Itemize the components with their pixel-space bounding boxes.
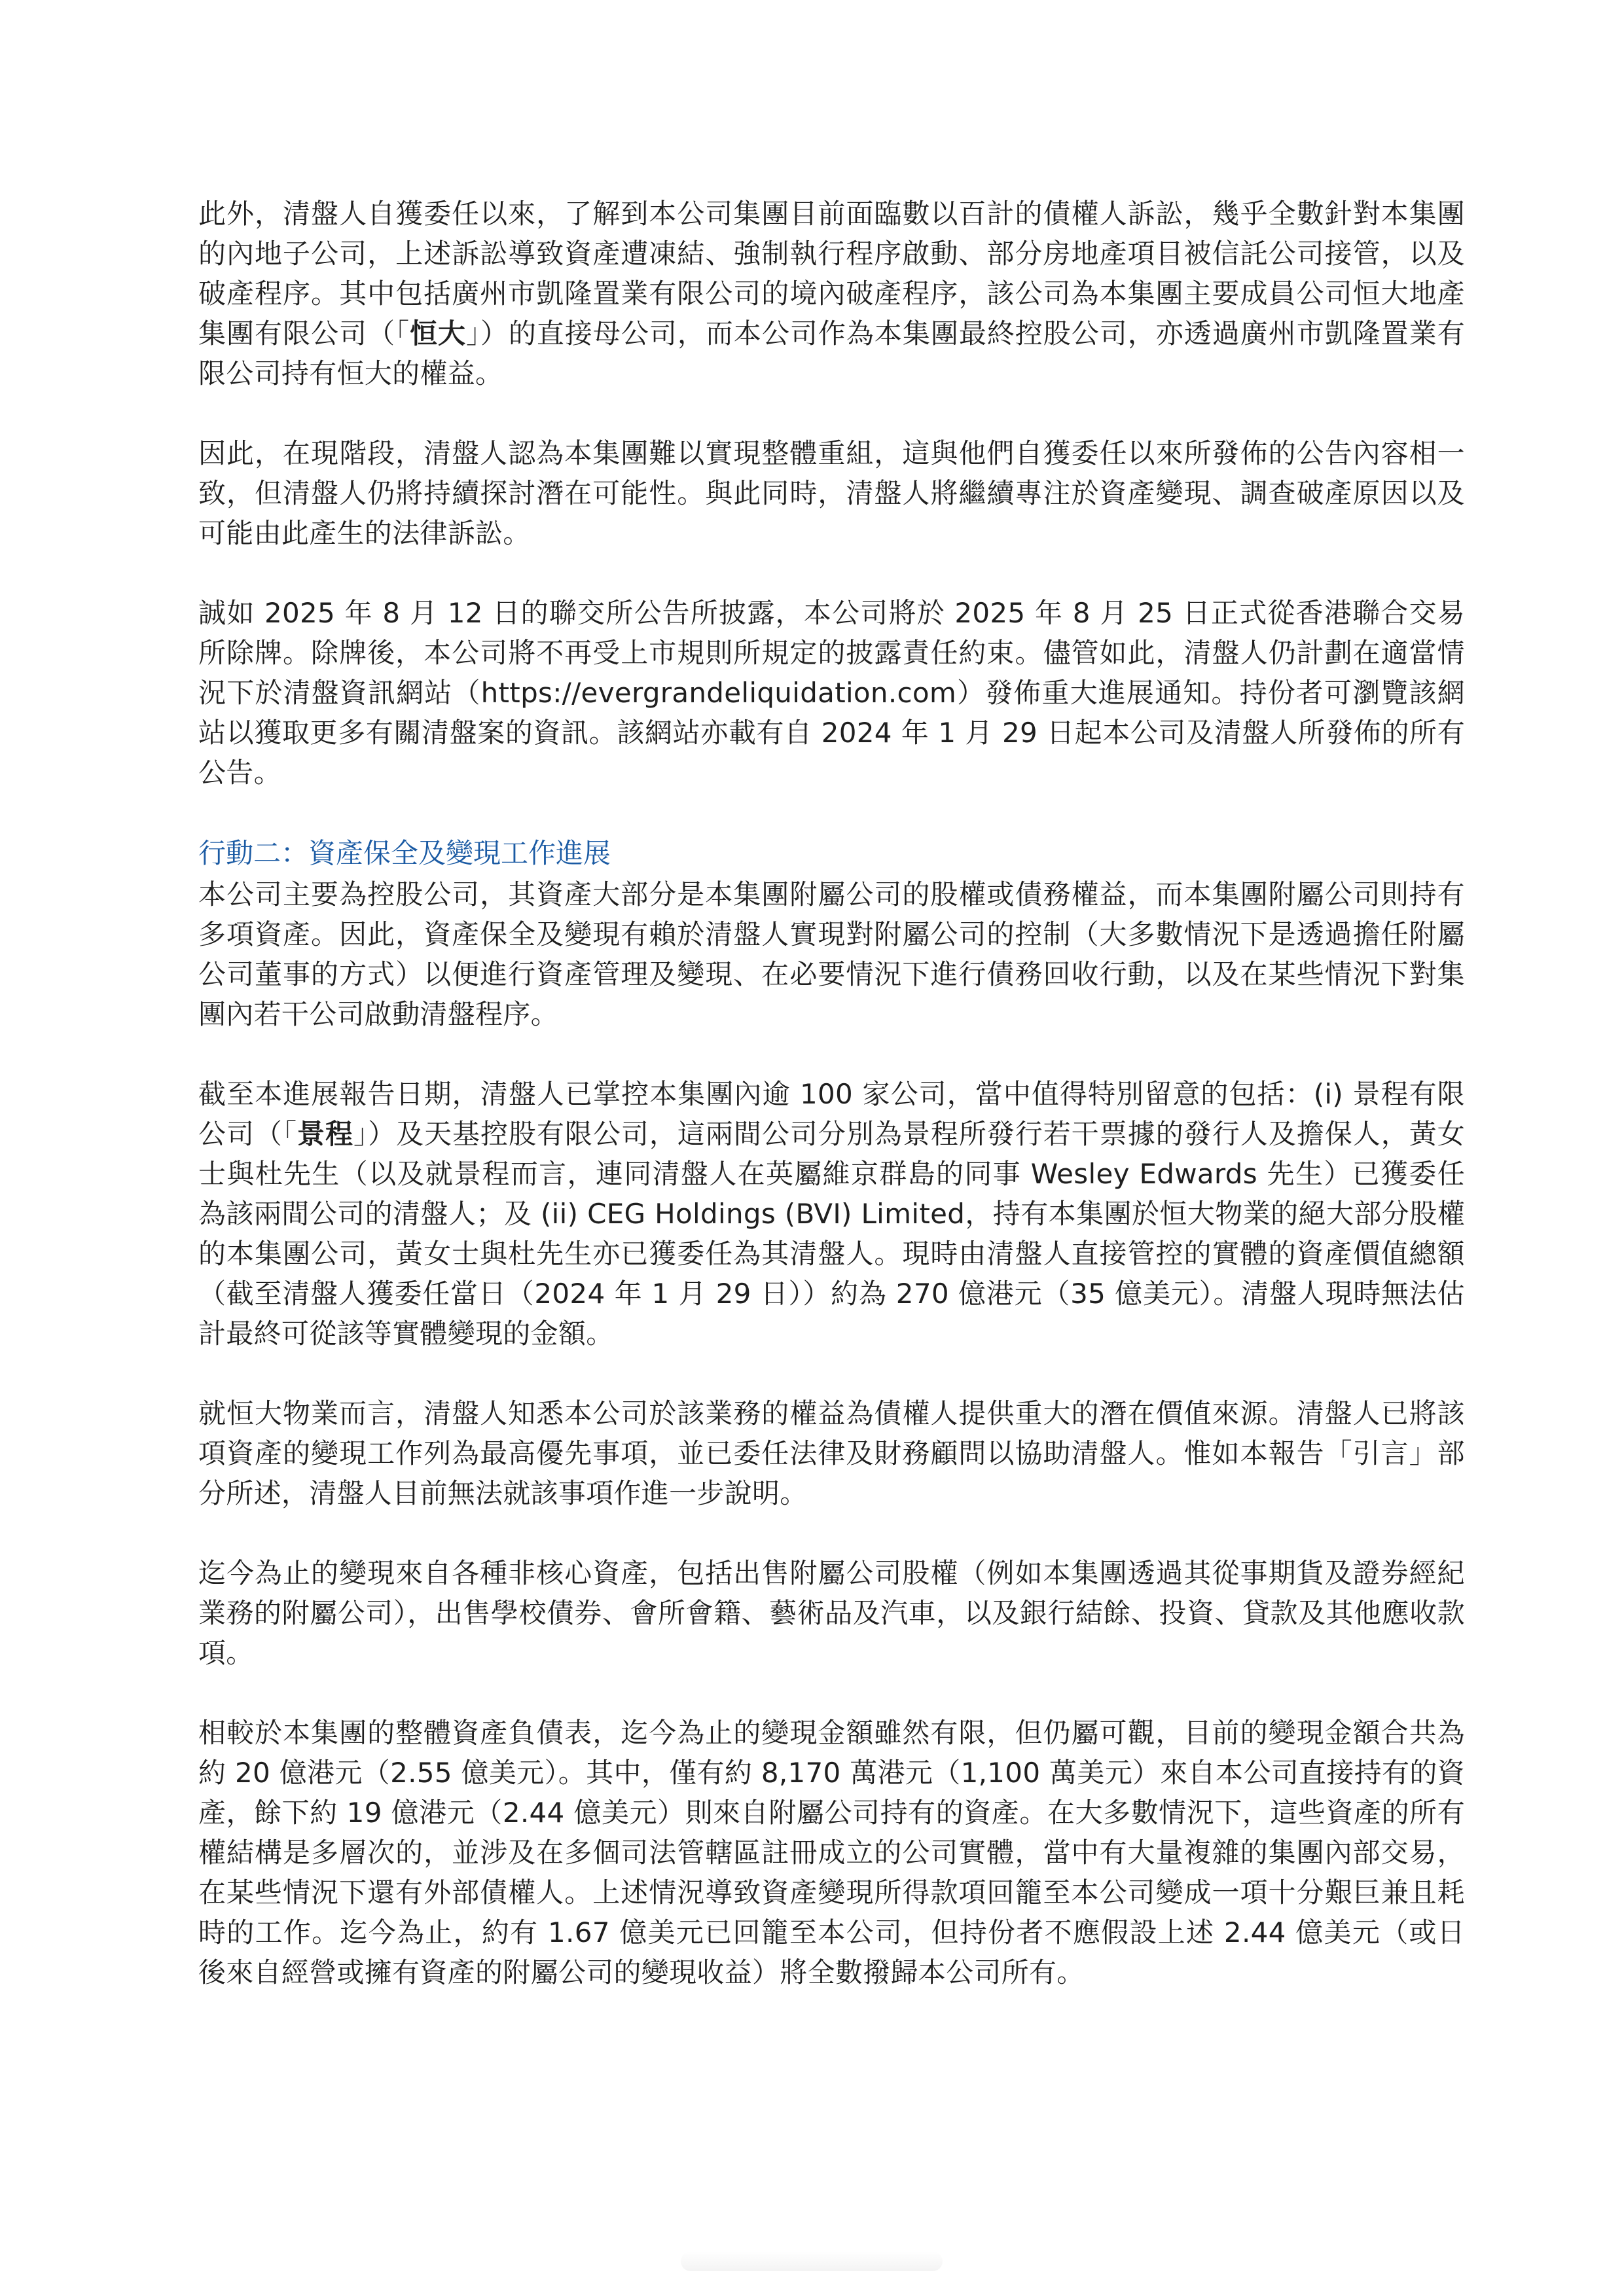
paragraph-companies-under-control xyxy=(198,1074,1465,1354)
paragraph-creditor-litigation xyxy=(198,194,1465,393)
paragraph-realisation-amounts: 相較於本集團的整體資產負債表，迄今為止的變現金額雖然有限，但仍屬可觀，目前的變現金額合共為約 20 億港元（2.55 億美元）。其中，僅有約 8,170 萬港元（1,100 萬美元）來自本公司直接持有的資產，餘下約 19 億港元（2.44 億美元）則來自附屬公司持有的資產。在大多數情況下，這些資產的所有權結構是多層次的，並涉及在多個司法管轄區註冊成立的公司實體，當中有大量複雜的集團內部交易，在某些情況下還有外部債權人。上述情況導致資產變現所得款項回籠至本公司變成一項十分艱巨兼且耗時的工作。迄今為止，約有 1.67 億美元已回籠至本公司，但持份者不應假設上述 2.44 億美元（或日後來自經營或擁有資產的附屬公司的變現收益）將全數撥歸本公司所有。 xyxy=(198,1717,1465,1988)
paragraph-text: 」）及天基控股有限公司，這兩間公司分別為景程所發行若干票據的發行人及擔保人，黃女士與杜先生（以及就景程而言，連同清盤人在英屬維京群島的同事 Wesley Edwards 先生）已獲委任為該兩間公司的清盤人；及 (ii) CEG Holdings (BVI) Limited，持有本集團於恒大物業的絕大部分股權的本集團公司，黃女士與杜先生亦已獲委任為其清盤人。現時由清盤人直接管控的實體的資產價值總額（截至清盤人獲委任當日（2024 年 1 月 29 日））約為 270 億港元（35 億美元）。清盤人現時無法估計最終可從該等實體變現的金額。 xyxy=(198,1118,1466,1350)
paragraph-holding-company-assets: 本公司主要為控股公司，其資產大部分是本集團附屬公司的股權或債務權益，而本集團附屬公司則持有多項資產。因此，資產保全及變現有賴於清盤人實現對附屬公司的控制（大多數情況下是透過擔任附屬公司董事的方式）以便進行資產管理及變現、在必要情況下進行債務回收行動，以及在某些情況下對集團內若干公司啟動清盤程序。 xyxy=(198,878,1465,1030)
document-body xyxy=(198,194,1465,1992)
paragraph-non-core-realisations: 迄今為止的變現來自各種非核心資產，包括出售附屬公司股權（例如本集團透過其從事期貨及證券經紀業務的附屬公司），出售學校債券、會所會籍、藝術品及汽車，以及銀行結餘、投資、貸款及其他應收款項。 xyxy=(198,1557,1465,1669)
page-bottom-shadow xyxy=(681,2251,943,2271)
paragraph-restructuring-outlook: 因此，在現階段，清盤人認為本集團難以實現整體重組，這與他們自獲委任以來所發佈的公告內容相一致，但清盤人仍將持續探討潛在可能性。與此同時，清盤人將繼續專注於資產變現、調查破產原因以及可能由此產生的法律訴訟。 xyxy=(198,437,1465,549)
defined-term-jingcheng: 景程 xyxy=(297,1118,353,1150)
paragraph-evergrande-property: 就恒大物業而言，清盤人知悉本公司於該業務的權益為債權人提供重大的潛在價值來源。清盤人已將該項資產的變現工作列為最高優先事項，並已委任法律及財務顧問以協助清盤人。惟如本報告「引言」部分所述，清盤人目前無法就該事項作進一步說明。 xyxy=(198,1397,1465,1509)
section-heading: 行動二：資產保全及變現工作進展 xyxy=(198,837,611,869)
paragraph-delisting-notice: 誠如 2025 年 8 月 12 日的聯交所公告所披露，本公司將於 2025 年 8 月 25 日正式從香港聯合交易所除牌。除牌後，本公司將不再受上市規則所規定的披露責任約束。儘管如此，清盤人仍計劃在適當情況下於清盤資訊網站（https://evergrandeliquidation.com）發佈重大進展通知。持份者可瀏覽該網站以獲取更多有關清盤案的資訊。該網站亦載有自 2024 年 1 月 29 日起本公司及清盤人所發佈的所有公告。 xyxy=(198,597,1465,789)
paragraph-text: 」）的直接母公司，而本公司作為本集團最終控股公司，亦透過廣州市凱隆置業有限公司持有恒大的權益。 xyxy=(198,317,1465,389)
paragraph-text: 截至本進展報告日期，清盤人已掌控本集團內逾 100 家公司，當中值得特別留意的包括：(i) 景程有限公司（「 xyxy=(198,1078,1465,1150)
defined-term-hengda: 恒大 xyxy=(409,317,466,350)
paragraph-text: 此外，清盤人自獲委任以來，了解到本公司集團目前面臨數以百計的債權人訴訟，幾乎全數針對本集團的內地子公司，上述訴訟導致資產遭凍結、強制執行程序啟動、部分房地產項目被信託公司接管，以及破產程序。其中包括廣州市凱隆置業有限公司的境內破產程序，該公司為本集團主要成員公司恒大地產集團有限公司（「 xyxy=(198,198,1465,350)
